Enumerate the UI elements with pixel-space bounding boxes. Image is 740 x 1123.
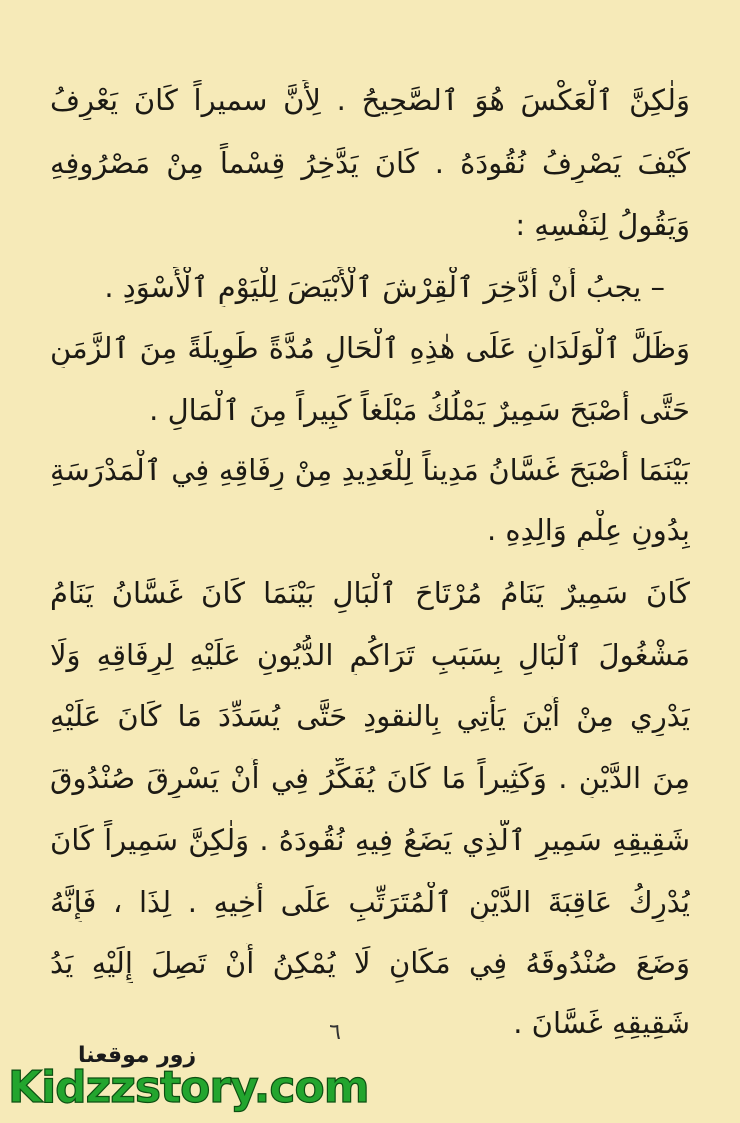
watermark-arabic: زور موقعنا bbox=[78, 1043, 197, 1068]
text-line-8: بِدُونِ عِلْمِ وَالِدِهِ . bbox=[487, 513, 690, 547]
text-line-10: مَشْغُولَ ٱلْبَالِ بِسَبَبِ تَرَاكُمِ الدُّيُونِ عَلَيْهِ لِرِفَاقِهِ وَلَا bbox=[50, 638, 690, 672]
watermark-site-logo[interactable]: Kidzzstory.com bbox=[8, 1062, 369, 1113]
text-line-5: وَظَلَّ ٱلْوَلَدَانِ عَلَى هٰذِهِ ٱلْحَالِ مُدَّةً طَوِيلَةً مِنَ ٱلزَّمَنِ bbox=[50, 331, 690, 365]
text-line-6: حَتَّى أَصْبَحَ سَمِيرٌ يَمْلُكُ مَبْلَغاً كَبِيراً مِنَ ٱلْمَالِ . bbox=[149, 393, 690, 427]
page-number: ٦ bbox=[329, 1020, 341, 1045]
text-line-14: يُدْرِكُ عَاقِبَةَ الدَّيْنِ ٱلْمُتَرَتِّبِ عَلَى أَخِيهِ . لِذَا ، فَإِنَّهُ bbox=[50, 885, 690, 919]
text-line-9: كَانَ سَمِيرٌ يَنَامُ مُرْتَاحَ ٱلْبَالِ بَيْنَمَا كَانَ غَسَّانُ يَنَامُ bbox=[50, 576, 690, 610]
text-line-7: بَيْنَمَا أَصْبَحَ غَسَّانُ مَدِيناً لِلْعَدِيدِ مِنْ رِفَاقِهِ فِي ٱلْمَدْرَسَةِ bbox=[50, 453, 690, 487]
text-line-1: وَلٰكِنَّ ٱلْعَكْسَ هُوَ ٱلصَّحِيحُ . لِأَنَّ سميراً كَانَ يَعْرِفُ bbox=[50, 83, 690, 117]
text-line-4: – يجبُ أَنْ أَدَّخِرَ ٱلْقِرْشَ ٱلْأَبْيَضَ لِلْيَوْمِ ٱلْأَسْوَدِ . bbox=[104, 270, 665, 304]
text-line-12: مِنَ الدَّيْنِ . وَكَثِيراً مَا كَانَ يُفَكِّرُ فِي أَنْ يَسْرِقَ صُنْدُوقَ bbox=[50, 761, 690, 795]
text-line-16: شَقِيقِهِ غَسَّانَ . bbox=[513, 1006, 690, 1040]
text-line-13: شَقِيقِهِ سَمِيرٍ ٱلَّذِي يَضَعُ فِيهِ نُقُودَهُ . وَلٰكِنَّ سَمِيراً كَانَ bbox=[50, 823, 690, 857]
text-line-11: يَدْرِي مِنْ أَيْنَ يَأْتِي بِالنقودِ حَتَّى يُسَدِّدَ مَا كَانَ عَلَيْهِ bbox=[50, 699, 690, 733]
text-line-2: كَيْفَ يَصْرِفُ نُقُودَهُ . كَانَ يَدَّخِرُ قِسْماً مِنْ مَصْرُوفِهِ bbox=[50, 146, 690, 180]
text-line-15: وَضَعَ صُنْدُوقَهُ فِي مَكَانٍ لَا يُمْكِنُ أَنْ تَصِلَ إِلَيْهِ يَدُ bbox=[50, 946, 690, 980]
text-line-3: وَيَقُولُ لِنَفْسِهِ : bbox=[515, 208, 690, 242]
